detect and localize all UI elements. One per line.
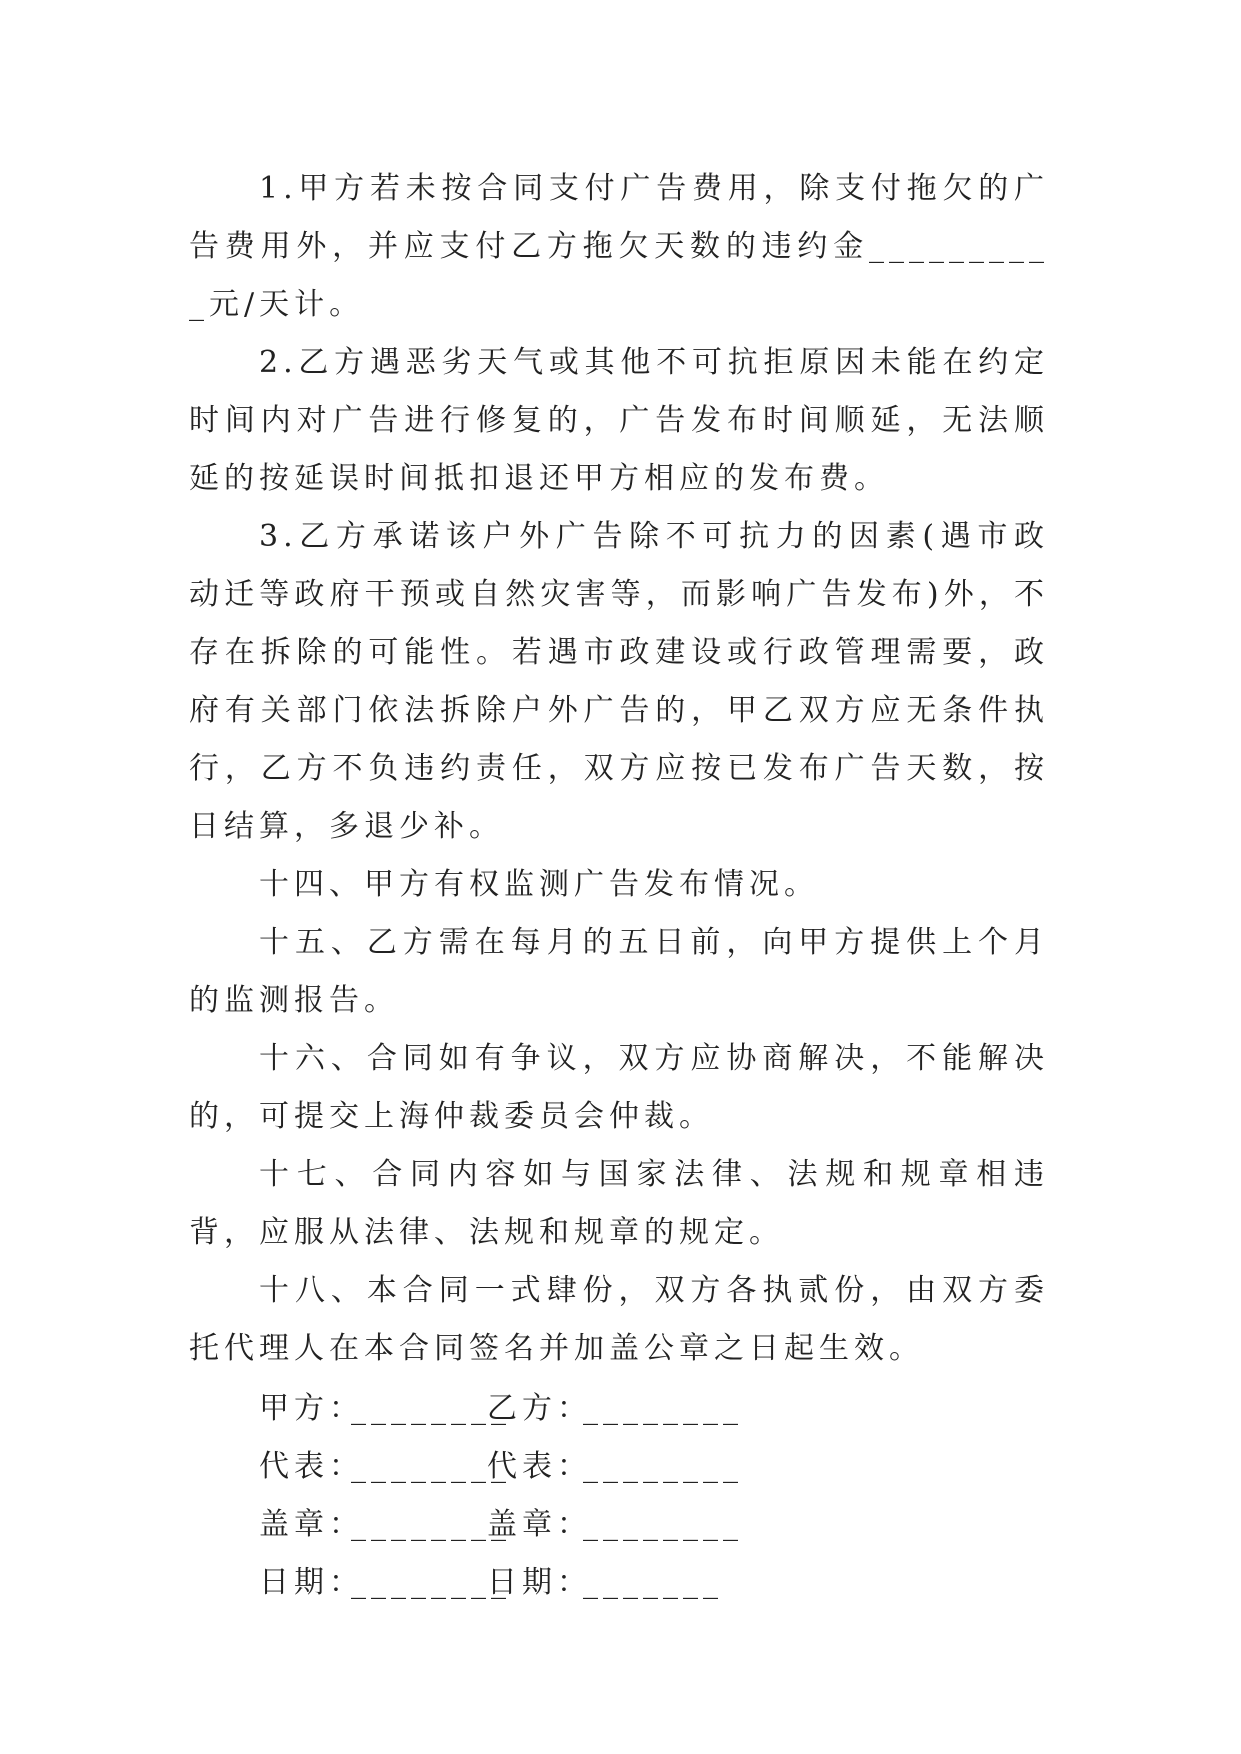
signature-row-representative <box>189 1438 1049 1496</box>
clause-18-effectiveness: 十八、本合同一式肆份，双方各执贰份，由双方委托代理人在本合同签名并加盖公章之日起生效。 <box>189 1273 1049 1366</box>
clause-2-weather-delay: 2.乙方遇恶劣天气或其他不可抗拒原因未能在约定时间内对广告进行修复的，广告发布时间顺延，无法顺延的按延误时间抵扣退还甲方相应的发布费。 <box>189 345 1049 496</box>
party-b-label: 乙方： <box>487 1391 592 1426</box>
representative-b-label: 代表： <box>487 1449 592 1484</box>
party-a-label: 甲方： <box>259 1391 364 1426</box>
representative-b-blank: ________ <box>583 1449 743 1484</box>
document-body <box>189 160 1049 1612</box>
seal-a-label: 盖章： <box>259 1507 364 1542</box>
seal-a-blank: ________ <box>351 1507 511 1542</box>
clause-16-dispute: 十六、合同如有争议，双方应协商解决，不能解决的，可提交上海仲裁委员会仲裁。 <box>189 1041 1049 1134</box>
party-b-blank: ________ <box>583 1391 743 1426</box>
signature-row-party <box>189 1380 1049 1438</box>
clause-14-monitoring-right: 十四、甲方有权监测广告发布情况。 <box>259 867 819 902</box>
date-b-blank: _______ <box>583 1565 723 1600</box>
signature-row-date <box>189 1554 1049 1612</box>
clause-15-monitoring-report: 十五、乙方需在每月的五日前，向甲方提供上个月的监测报告。 <box>189 925 1049 1018</box>
signature-row-seal <box>189 1496 1049 1554</box>
party-a-blank: ________ <box>351 1391 511 1426</box>
date-a-blank: ________ <box>351 1565 511 1600</box>
seal-b-label: 盖章： <box>487 1507 592 1542</box>
clause-3-force-majeure: 3.乙方承诺该户外广告除不可抗力的因素(遇市政动迁等政府干预或自然灾害等，而影响广告发布)外，不存在拆除的可能性。若遇市政建设或行政管理需要，政府有关部门依法拆除户外广告的，甲乙双方应无条件执行，乙方不负违约责任，双方应按已发布广告天数，按日结算，多退少补。 <box>189 519 1049 844</box>
representative-a-blank: ________ <box>351 1449 511 1484</box>
date-a-label: 日期： <box>259 1565 364 1600</box>
clause-1-penalty: 1.甲方若未按合同支付广告费用，除支付拖欠的广告费用外，并应支付乙方拖欠天数的违约金__________元/天计。 <box>189 171 1049 322</box>
signature-block <box>189 1380 1049 1612</box>
date-b-label: 日期： <box>487 1565 592 1600</box>
representative-a-label: 代表： <box>259 1449 364 1484</box>
clause-17-legal-compliance: 十七、合同内容如与国家法律、法规和规章相违背，应服从法律、法规和规章的规定。 <box>189 1157 1049 1250</box>
seal-b-blank: ________ <box>583 1507 743 1542</box>
